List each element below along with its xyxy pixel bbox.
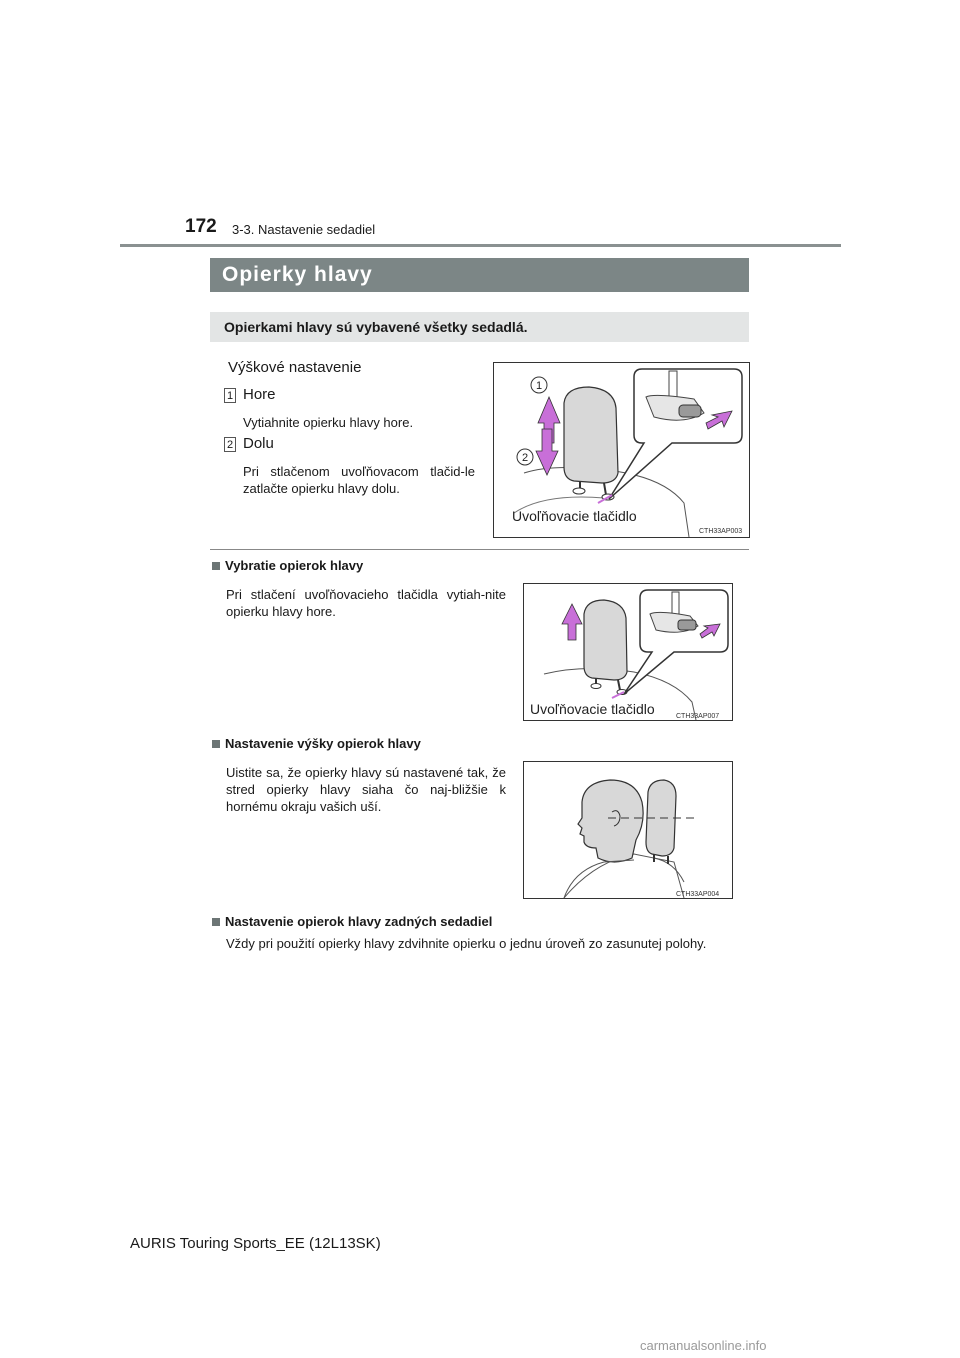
step-2-number: 2	[224, 437, 236, 452]
header-divider	[120, 244, 841, 247]
section-heading-rear-text: Nastavenie opierok hlavy zadných sedadiel	[225, 914, 493, 929]
step-2-label: Dolu	[243, 435, 274, 452]
callout-1: 1	[535, 380, 543, 392]
page-number: 172	[185, 216, 217, 237]
section-label: 3-3. Nastavenie sedadiel	[232, 222, 376, 237]
figure-headrest-position	[523, 761, 733, 899]
headrest-removal-illustration	[524, 584, 732, 720]
section-heading-removal	[212, 558, 363, 573]
footer-model: AURIS Touring Sports_EE (12L13SK)	[130, 1235, 381, 1252]
figure-1-code: CTH33AP003	[699, 528, 743, 535]
figure-headrest-removal	[523, 583, 733, 721]
square-bullet-icon	[212, 740, 220, 748]
step-1-label: Hore	[243, 386, 276, 403]
section-heading-removal-text: Vybratie opierok hlavy	[225, 558, 364, 573]
section-heading-rear	[212, 914, 492, 929]
step-1-number: 1	[224, 388, 236, 403]
step-2-text: Pri stlačenom uvoľňovacom tlačid-le zatlačte opierku hlavy dolu.	[243, 464, 475, 496]
headrest-height-illustration	[494, 363, 749, 537]
page-title: Opierky hlavy	[210, 258, 749, 292]
figure-headrest-height	[493, 362, 750, 538]
watermark: carmanualsonline.info	[640, 1338, 767, 1353]
figure-2-code: CTH33AP007	[676, 713, 720, 720]
figure-2-label: Uvoľňovacie tlačidlo	[530, 701, 655, 717]
square-bullet-icon	[212, 562, 220, 570]
section-text-rear: Vždy pri použití opierky hlavy zdvihnite opierku o jednu úroveň zo zasunutej polohy.	[226, 936, 707, 951]
section-heading-height	[212, 736, 421, 751]
figure-1-label: Uvoľňovacie tlačidlo	[512, 508, 637, 524]
square-bullet-icon	[212, 918, 220, 926]
section-heading-height-text: Nastavenie výšky opierok hlavy	[225, 736, 421, 751]
figure-3-code: CTH33AP004	[676, 891, 720, 898]
section-divider	[210, 549, 749, 550]
height-adjust-heading: Výškové nastavenie	[228, 359, 362, 376]
headrest-position-illustration	[524, 762, 732, 898]
section-text-removal: Pri stlačení uvoľňovacieho tlačidla vytiah-nite opierku hlavy hore.	[226, 587, 506, 619]
intro-text: Opierkami hlavy sú vybavené všetky sedadlá.	[210, 312, 749, 342]
callout-2: 2	[521, 452, 529, 464]
step-1-text: Vytiahnite opierku hlavy hore.	[243, 415, 414, 430]
section-text-height: Uistite sa, že opierky hlavy sú nastavené tak, že stred opierky hlavy siaha čo naj-bližšie k hornému okraju vašich uší.	[226, 765, 506, 814]
